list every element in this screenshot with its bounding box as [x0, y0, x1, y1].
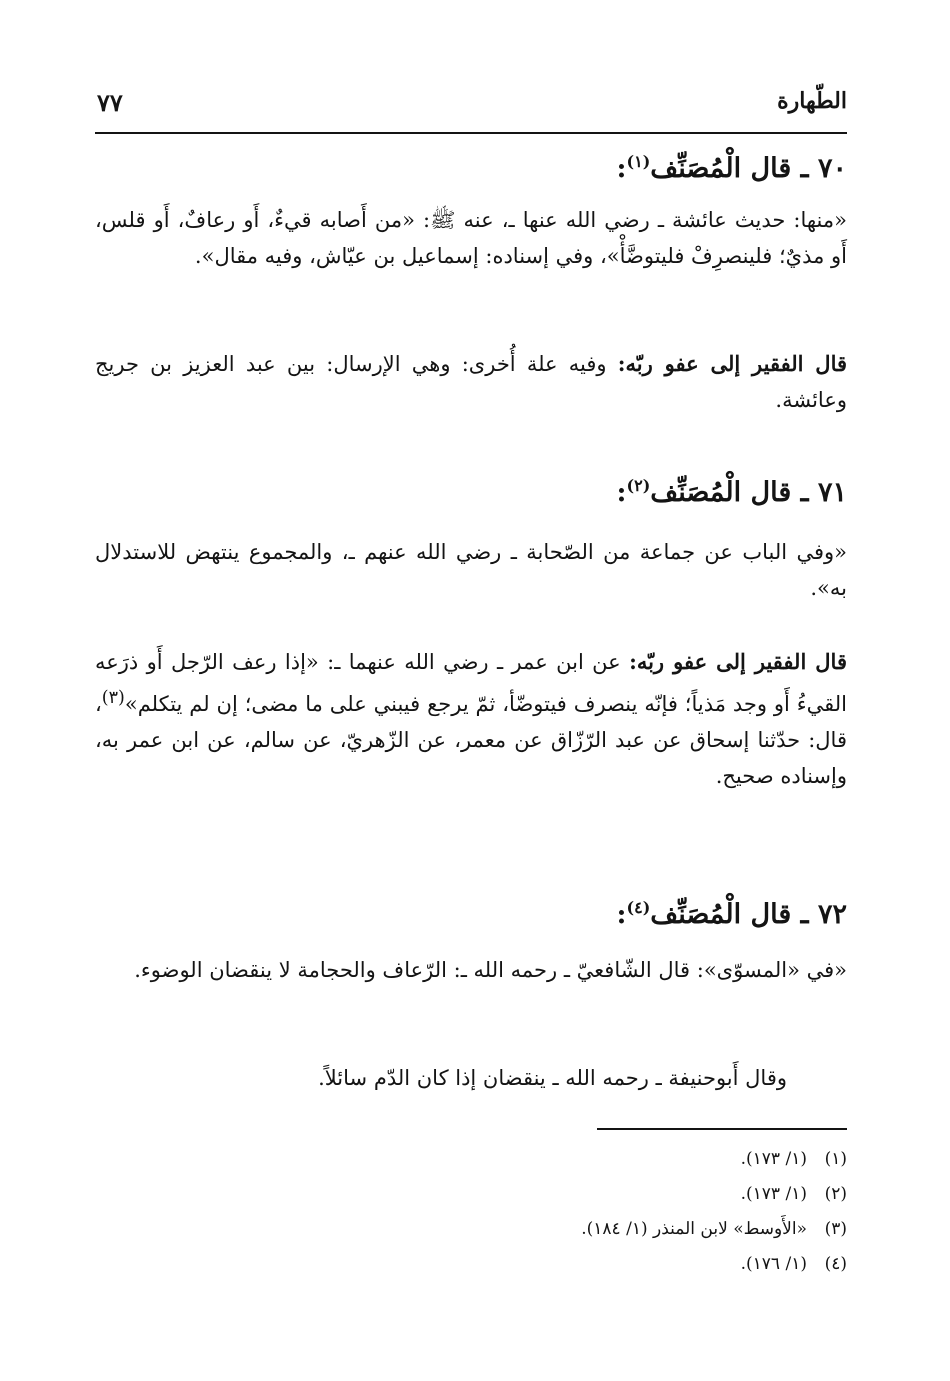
page-header: [95, 88, 847, 124]
footnote-3: [95, 1212, 847, 1247]
page-number: ٧٧: [97, 88, 123, 117]
book-page: [95, 80, 847, 1300]
comment-text-cont: ، قال: حدّثنا إسحاق عن عبد الرّزّاق عن معمر، عن الزّهريّ، عن سالم، عن ابن عمر به، وإسناده صحيح.: [95, 692, 847, 788]
comment-text: عن ابن عمر ـ رضي الله عنهما ـ: «إذا رعف الرّجل أَو ذرَعه القيءُ أَو وجد مَذياً؛ فإنّه ينصرف فيتوضّأ، ثمّ يرجع فيبني على ما مضى؛ إن لم يتكلم»: [95, 650, 847, 716]
comment-lead: قال الفقير إلى عفو ربّه:: [617, 351, 848, 376]
section-heading-72: [617, 898, 847, 930]
footnote-ref: (٢): [626, 476, 651, 495]
heading-colon: :: [616, 899, 627, 930]
heading-text: ٧١ ـ قال الْمُصَنِّف: [650, 477, 847, 508]
heading-text: ٧٠ ـ قال الْمُصَنِّف: [650, 153, 847, 184]
footnote-text: (١/ ١٧٦).: [740, 1254, 807, 1274]
heading-text: ٧٢ ـ قال الْمُصَنِّف: [650, 899, 847, 930]
comment-text: وفيه علة أُخرى: وهي الإرسال: بين عبد العزيز بن جريج وعائشة.: [95, 352, 847, 412]
footnote-text: (١/ ١٧٣).: [740, 1149, 807, 1169]
footnote-marker: (٤): [824, 1254, 847, 1274]
footnote-4: [95, 1247, 847, 1282]
header-rule: [95, 132, 847, 134]
footnote-ref: (٤): [626, 898, 651, 917]
footnotes: [95, 1142, 847, 1282]
footnote-marker: (٢): [824, 1184, 847, 1204]
footnote-marker: (١): [824, 1149, 847, 1169]
footnote-marker: (٣): [824, 1219, 847, 1239]
quote-paragraph-70: «منها: حديث عائشة ـ رضي الله عنها ـ، عنه ﷺ: «من أَصابه قيءٌ، أَو رعافٌ، أَو قلس، أَو مذيٌ؛ فلينصرِفْ فليتوضَّأْ»، وفي إسناده: إسماعيل بن عيّاش، وفيه مقال».: [95, 208, 847, 268]
heading-colon: :: [616, 477, 627, 508]
quote-paragraph-72: «في «المسوّى»: قال الشّافعيّ ـ رحمه الله ـ: الرّعاف والحجامة لا ينقضان الوضوء.: [134, 958, 847, 982]
footnote-separator: [597, 1128, 847, 1130]
footnote-text: (١/ ١٧٣).: [740, 1184, 807, 1204]
comment-paragraph-70: [95, 346, 847, 418]
heading-colon: :: [616, 153, 627, 184]
section-heading-70: [617, 152, 847, 184]
quote-paragraph-71: «وفي الباب عن جماعة من الصّحابة ـ رضي الله عنهم ـ، والمجموع ينتهض للاستدلال به».: [95, 540, 847, 600]
quote-paragraph-72b: وقال أَبوحنيفة ـ رحمه الله ـ ينقضان إذا كان الدّم سائلاً.: [318, 1066, 787, 1090]
comment-paragraph-71: [95, 644, 847, 794]
footnote-2: [95, 1177, 847, 1212]
section-heading-71: [617, 476, 847, 508]
comment-lead: قال الفقير إلى عفو ربّه:: [629, 649, 847, 674]
footnote-ref: (٣): [101, 688, 125, 708]
footnote-1: [95, 1142, 847, 1177]
running-title: الطّهارة: [777, 88, 847, 114]
footnote-ref: (١): [626, 152, 651, 171]
footnote-text: «الأَوسط» لابن المنذر (١/ ١٨٤).: [581, 1219, 807, 1239]
